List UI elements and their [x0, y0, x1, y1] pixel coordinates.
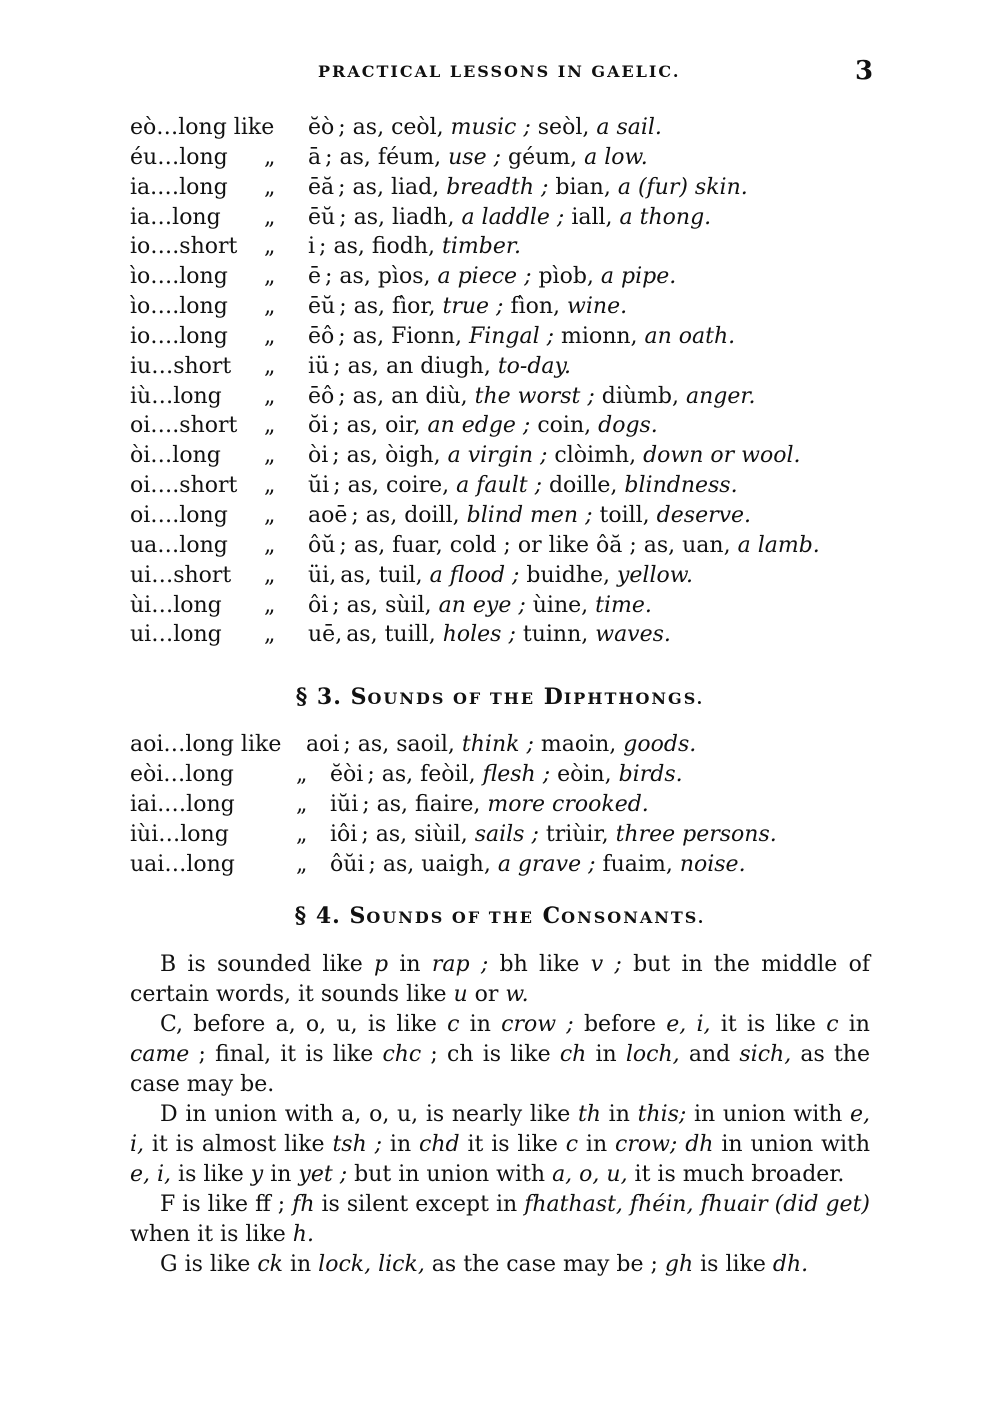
gloss: three persons.	[615, 822, 777, 847]
ditto-mark: „	[264, 562, 276, 588]
gloss: an eye ;	[438, 592, 526, 618]
example-text: ; as, fuar, cold ; or like ôă ; as, uan, a lamb.	[339, 532, 820, 558]
sound-equivalent: iôi	[330, 822, 358, 847]
gloss: true ;	[442, 294, 504, 320]
italic-term: w.	[505, 982, 529, 1007]
gloss: birds.	[618, 762, 683, 787]
ditto-mark: „	[296, 852, 308, 877]
sound-key: uai…long	[130, 852, 235, 877]
example-text: ; as, fiodh, timber.	[319, 234, 521, 260]
italic-term: this;	[637, 1102, 687, 1127]
gloss: holes ;	[442, 622, 516, 648]
italic-term: tsh ;	[332, 1132, 383, 1157]
italic-term: sich,	[739, 1042, 792, 1067]
example-text: ; as, uaigh, a grave ; fuaim, noise.	[368, 852, 746, 877]
gloss: a grave ;	[497, 852, 596, 877]
sound-key: aoi…long like	[130, 732, 282, 757]
italic-term: rap ;	[431, 952, 489, 977]
gloss: sails ;	[474, 822, 539, 847]
ditto-mark: „	[264, 383, 276, 409]
example-text: as, tuill, holes ; tuinn, waves.	[346, 622, 671, 648]
italic-term: v ;	[590, 952, 622, 977]
sound-key: ìo….long	[130, 294, 228, 320]
sound-key: io….short	[130, 234, 238, 260]
paragraph-g: G is like ck in lock, lick, as the case may be ; gh is like dh.	[160, 1252, 809, 1277]
italic-term: came	[130, 1042, 190, 1067]
page-header	[0, 58, 1000, 88]
table-row	[130, 730, 890, 760]
gloss: an edge ;	[427, 413, 531, 439]
section-heading-consonants: § 4. SOUNDS OF THE CONSONANTS.	[294, 903, 706, 929]
example-text: ; as, siùil, sails ; triùir, three persons.	[361, 822, 777, 847]
ditto-mark: „	[264, 413, 276, 439]
sound-key: iùi…long	[130, 822, 229, 847]
table-row	[130, 292, 890, 322]
ditto-mark: „	[264, 473, 276, 499]
sound-equivalent: üi,	[308, 562, 337, 588]
italic-term: u	[453, 982, 468, 1007]
italic-term: c	[447, 1012, 460, 1037]
gloss: wine.	[567, 294, 628, 320]
table-row	[130, 820, 890, 850]
sound-key: òi…long	[130, 443, 221, 469]
sound-equivalent: ŭi	[308, 473, 330, 499]
gloss: yellow.	[616, 562, 693, 588]
gloss: a flood ;	[429, 562, 520, 588]
gloss: music ;	[450, 115, 531, 140]
sound-equivalent: ĕòi	[330, 762, 364, 787]
table-row	[130, 322, 890, 352]
example-text: ; as, feòil, flesh ; eòin, birds.	[367, 762, 683, 787]
gloss: blind men ;	[466, 502, 593, 528]
sound-equivalent: iü	[308, 353, 330, 379]
gloss: a sail.	[596, 115, 662, 140]
sound-key: iù…long	[130, 383, 222, 409]
italic-term: ck	[257, 1252, 283, 1277]
table-row	[130, 561, 890, 591]
italic-term: chc	[382, 1042, 422, 1067]
ditto-mark: „	[264, 264, 276, 290]
sound-equivalent: òi	[308, 443, 329, 469]
sound-key: ùi…long	[130, 592, 222, 618]
gloss: deserve.	[656, 502, 752, 528]
gloss: a low.	[584, 144, 648, 170]
ditto-mark: „	[264, 204, 276, 230]
italic-term: c	[826, 1012, 839, 1037]
ditto-mark: „	[264, 532, 276, 558]
example-text: ; as, òigh, a virgin ; clòimh, down or wool.	[332, 443, 801, 469]
table-row	[130, 471, 890, 501]
sound-key: ia.…long	[130, 174, 228, 200]
italic-term: e, i,	[130, 1102, 870, 1157]
paragraph-b: B is sounded like p in rap ; bh like v ; but in the middle of certain words, it sounds like u or w.	[130, 952, 870, 1007]
gloss: breadth ;	[446, 174, 549, 200]
table-row	[130, 501, 890, 531]
ditto-mark: „	[264, 622, 276, 648]
table-row	[130, 850, 890, 880]
sound-equivalent: ē	[308, 264, 322, 290]
example-text: ; as, fiaire, more crooked.	[362, 792, 649, 817]
example-text: ; as, an diugh, to-day.	[333, 353, 572, 379]
ditto-mark: „	[264, 592, 276, 618]
gloss: more crooked.	[487, 792, 649, 817]
gloss: timber.	[442, 234, 521, 260]
gloss: think ;	[461, 732, 534, 757]
italic-term: yet ;	[298, 1162, 348, 1187]
table-row	[130, 620, 890, 650]
example-text: ; as, féum, use ; géum, a low.	[325, 144, 648, 170]
sound-equivalent: ēô	[308, 383, 335, 409]
sound-equivalent: ēŭ	[308, 294, 336, 320]
gloss: a virgin ;	[447, 443, 548, 469]
ditto-mark: „	[296, 822, 308, 847]
table-row	[130, 411, 890, 441]
example-text: ; as, saoil, think ; maoin, goods.	[343, 732, 697, 757]
table-row	[130, 143, 890, 173]
gloss: a lamb.	[737, 532, 820, 558]
italic-term: p	[374, 952, 389, 977]
table-row	[130, 173, 890, 203]
gloss: noise.	[679, 852, 746, 877]
ditto-mark: „	[264, 502, 276, 528]
gloss: an oath.	[644, 323, 736, 349]
example-text: ; as, fìor, true ; fìon, wine.	[339, 294, 628, 320]
gloss: the worst ;	[474, 383, 595, 409]
gloss: down or wool.	[643, 443, 801, 469]
example-text: ; as, Fionn, Fingal ; mionn, an oath.	[338, 323, 736, 349]
sound-key: iai.…long	[130, 792, 235, 817]
table-row	[130, 203, 890, 233]
paragraph-c: C, before a, o, u, is like c in crow ; before e, i, it is like c in came ; final, it is like chc ; ch is like ch in loch, and sich, as the case may be.	[130, 1012, 870, 1097]
consonant-paragraphs	[130, 950, 870, 1280]
italic-term: e, i,	[130, 1162, 172, 1187]
table-row	[130, 790, 890, 820]
italic-term: c	[565, 1132, 579, 1157]
italic-term: crow; dh	[615, 1132, 714, 1157]
table-row	[130, 760, 890, 790]
example-text: ; as, an diù, the worst ; diùmb, anger.	[338, 383, 756, 409]
gloss: a (fur) skin.	[617, 174, 748, 200]
page-number: 3	[855, 56, 874, 86]
sound-equivalent: ôŭ	[308, 532, 336, 558]
section-heading-diphthongs: § 3. SOUNDS OF THE DIPHTHONGS.	[295, 684, 705, 710]
ditto-mark: „	[296, 762, 308, 787]
table-row	[130, 232, 890, 262]
sound-equivalent: ā	[308, 144, 322, 170]
example-text: ; as, ceòl, music ; seòl, a sail.	[338, 115, 662, 140]
italic-term: e, i,	[666, 1012, 711, 1037]
italic-term: a, o, u,	[552, 1162, 628, 1187]
gloss: flesh ;	[482, 762, 551, 787]
ditto-mark: „	[296, 792, 308, 817]
gloss: anger.	[686, 383, 756, 409]
italic-term: lock, lick,	[318, 1252, 425, 1277]
italic-term: th	[577, 1102, 601, 1127]
sound-key: ìo….long	[130, 264, 228, 290]
sound-equivalent: ŏi	[308, 413, 329, 439]
sound-equivalent: i	[308, 234, 316, 260]
italic-term: h.	[292, 1222, 314, 1247]
gloss: Fingal ;	[468, 323, 555, 349]
italic-term: loch,	[625, 1042, 680, 1067]
sound-equivalent: ēô	[308, 323, 335, 349]
example-text: ; as, liad, breadth ; bian, a (fur) skin.	[338, 174, 748, 200]
gloss: a pipe.	[600, 264, 677, 290]
sound-key: ui…short	[130, 562, 232, 588]
table-row	[130, 591, 890, 621]
sound-key: iu…short	[130, 353, 232, 379]
running-title: PRACTICAL LESSONS IN GAELIC.	[318, 62, 681, 81]
italic-term: ch	[559, 1042, 587, 1067]
sound-equivalent: aoē	[308, 502, 348, 528]
sound-key: eò…long like	[130, 115, 275, 140]
table-row	[130, 262, 890, 292]
sound-key: oi….long	[130, 502, 228, 528]
sound-equivalent: ôi	[308, 592, 329, 618]
example-text: ; as, coire, a fault ; doille, blindness.	[333, 473, 738, 499]
ditto-mark: „	[264, 234, 276, 260]
sound-key: ia…long	[130, 204, 221, 230]
italic-term: fhathast, fhéin, fhuair (did get)	[524, 1192, 870, 1217]
gloss: a piece ;	[437, 264, 532, 290]
gloss: a thong.	[619, 204, 712, 230]
example-text: ; as, pìos, a piece ; pìob, a pipe.	[325, 264, 677, 290]
sound-key: io….long	[130, 323, 228, 349]
italic-term: fh	[292, 1192, 315, 1217]
sound-equivalent: ôŭi	[330, 852, 365, 877]
sound-equivalent: ĕò	[308, 115, 335, 140]
italic-term: gh	[664, 1252, 694, 1277]
sound-key: ua…long	[130, 532, 228, 558]
italic-term: dh.	[772, 1252, 809, 1277]
table-row	[130, 352, 890, 382]
italic-term: crow ;	[501, 1012, 574, 1037]
sound-equivalent: iŭi	[330, 792, 359, 817]
sound-equivalent: aoi	[306, 732, 340, 757]
gloss: use ;	[448, 144, 501, 170]
italic-term: chd	[419, 1132, 460, 1157]
example-text: ; as, liadh, a laddle ; iall, a thong.	[339, 204, 712, 230]
sound-key: eòi…long	[130, 762, 234, 787]
gloss: to-day.	[497, 353, 572, 379]
gloss: time.	[595, 592, 652, 618]
sound-key: oi….short	[130, 473, 238, 499]
table-row	[130, 441, 890, 471]
example-text: ; as, sùil, an eye ; ùine, time.	[332, 592, 652, 618]
sound-key: ui…long	[130, 622, 222, 648]
ditto-mark: „	[264, 294, 276, 320]
gloss: a laddle ;	[461, 204, 565, 230]
paragraph-d: D in union with a, o, u, is nearly like th in this; in union with e, i, it is almost like tsh ; in chd it is like c in crow; dh in union with e, i, is like y in yet ; but in union with a, o, u, it is much broader.	[130, 1102, 870, 1187]
gloss: blindness.	[624, 473, 738, 499]
example-text: ; as, doill, blind men ; toill, deserve.	[351, 502, 752, 528]
vowel-sounds-table	[130, 113, 890, 650]
example-text: as, tuil, a flood ; buidhe, yellow.	[340, 562, 693, 588]
table-row	[130, 382, 890, 412]
italic-term: y	[250, 1162, 264, 1187]
sound-key: éu…long	[130, 144, 228, 170]
sound-key: oi….short	[130, 413, 238, 439]
paragraph-f: F is like ff ; fh is silent except in fhathast, fhéin, fhuair (did get) when it is like h.	[130, 1192, 870, 1247]
gloss: dogs.	[598, 413, 658, 439]
ditto-mark: „	[264, 323, 276, 349]
table-row	[130, 531, 890, 561]
gloss: goods.	[623, 732, 697, 757]
sound-equivalent: ēă	[308, 174, 335, 200]
ditto-mark: „	[264, 174, 276, 200]
gloss: a fault ;	[456, 473, 542, 499]
gloss: waves.	[595, 622, 671, 648]
ditto-mark: „	[264, 144, 276, 170]
example-text: ; as, oir, an edge ; coin, dogs.	[332, 413, 658, 439]
ditto-mark: „	[264, 443, 276, 469]
sound-equivalent: ēŭ	[308, 204, 336, 230]
diphthong-sounds-table	[130, 730, 890, 880]
sound-equivalent: uē,	[308, 622, 343, 648]
ditto-mark: „	[264, 353, 276, 379]
table-row	[130, 113, 890, 143]
